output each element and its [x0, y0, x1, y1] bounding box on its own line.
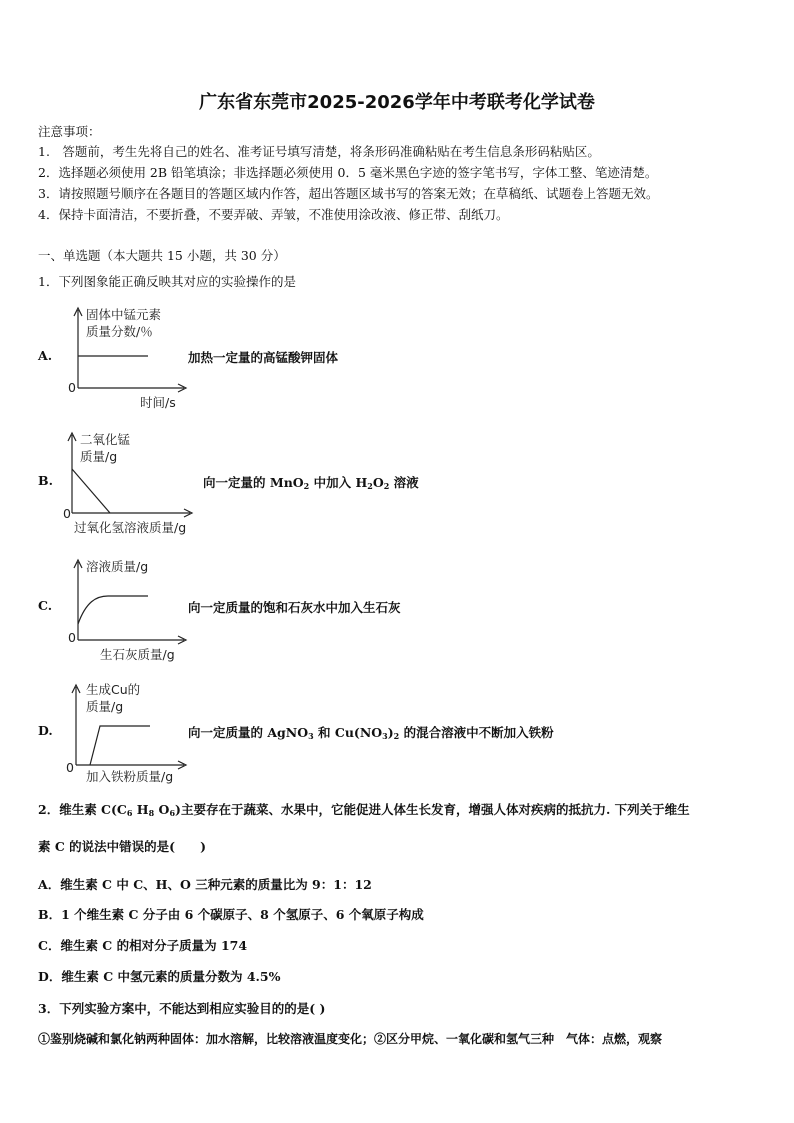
graph-b-ylabel-1: 二氧化锰: [80, 432, 131, 447]
question-2-option-c: C．维生素 C 的相对分子质量为 174: [38, 938, 248, 953]
option-b-letter: B.: [38, 473, 53, 488]
graph-b-xlabel: 过氧化氢溶液质量/g: [74, 520, 187, 535]
graph-a: [68, 300, 188, 395]
option-c-letter: C.: [38, 598, 53, 613]
question-3-line2: ①鉴别烧碱和氯化钠两种固体：加水溶解，比较溶液温度变化；②区分甲烷、一氧化碳和氢气三种 气体：点燃，观察: [38, 1032, 663, 1046]
section-heading: 一、单选题（本大题共 15 小题，共 30 分）: [38, 248, 286, 263]
graph-d: [66, 677, 186, 772]
graph-d-ylabel-2: 质量/g: [86, 699, 124, 714]
notice-item: 2．选择题必须使用 2B 铅笔填涂；非选择题必须使用 0．5 毫米黑色字迹的签字笔书写，字体工整、笔迹清楚。: [38, 165, 658, 180]
graph-c-origin: 0: [68, 630, 76, 645]
option-c-desc: 向一定质量的饱和石灰水中加入生石灰: [188, 600, 401, 615]
notice-item: 1. 答题前，考生先将自己的姓名、准考证号填写清楚，将条形码准确粘贴在考生信息条形码粘贴区。: [38, 144, 600, 159]
graph-a-xlabel: 时间/s: [140, 395, 176, 410]
question-2-option-a: A．维生素 C 中 C、H、O 三种元素的质量比为 9：1：12: [38, 877, 372, 892]
notice-item: 4．保持卡面清洁，不要折叠，不要弄破、弄皱，不准使用涂改液、修正带、刮纸刀。: [38, 207, 509, 222]
page-title: 广东省东莞市2025-2026学年中考联考化学试卷: [199, 92, 595, 113]
option-a-desc: 加热一定量的高锰酸钾固体: [188, 350, 339, 365]
graph-c: [68, 552, 188, 647]
option-d-letter: D.: [38, 723, 53, 738]
graph-d-origin: 0: [66, 760, 74, 775]
graph-c-ylabel: 溶液质量/g: [86, 559, 149, 574]
question-1-stem: 1．下列图象能正确反映其对应的实验操作的是: [38, 274, 296, 289]
option-d-desc: 向一定质量的 AgNO$_3$ 和 $Cu(NO_3)_2$ 的混合溶液中不断加入铁粉: [188, 725, 554, 741]
notice-heading: 注意事项：: [38, 124, 101, 139]
graph-a-ylabel-2: 质量分数/％: [86, 324, 153, 339]
notice-item: 3．请按照题号顺序在各题目的答题区域内作答，超出答题区域书写的答案无效；在草稿纸、试题卷上答题无效。: [38, 186, 659, 201]
graph-d-xlabel: 加入铁粉质量/g: [86, 769, 174, 784]
graph-b-curve: [72, 469, 110, 513]
graph-c-xlabel: 生石灰质量/g: [100, 647, 175, 662]
graph-a-ylabel-1: 固体中锰元素: [86, 307, 162, 322]
graph-c-curve: [78, 596, 148, 624]
graph-b-ylabel-2: 质量/g: [80, 449, 118, 464]
graph-d-curve: [90, 726, 150, 765]
graph-a-origin: 0: [68, 380, 76, 395]
question-2-stem-line2: 素 C 的说法中错误的是( ): [38, 839, 206, 854]
question-2-option-d: D．维生素 C 中氢元素的质量分数为 4.5%: [38, 969, 281, 984]
question-3-stem: 3．下列实验方案中，不能达到相应实验目的的是( ): [38, 1001, 326, 1016]
question-2-option-b: B．1 个维生素 C 分子由 6 个碳原子、8 个氢原子、6 个氧原子构成: [38, 907, 424, 922]
graph-b: [62, 425, 192, 520]
question-2-stem: 2．维生素 $C(C_6$ $H_8$ $O_6$)主要存在于蔬菜、水果中，它能促进人体生长发育，增强人体对疾病的抵抗力. 下列关于维生: [38, 802, 690, 818]
option-b-desc: 向一定量的 MnO$_2$ 中加入 $H_2O_2$ 溶液: [203, 475, 419, 491]
graph-b-origin: 0: [63, 506, 71, 521]
graph-d-ylabel-1: 生成Cu的: [86, 682, 141, 697]
option-a-letter: A.: [38, 348, 53, 363]
